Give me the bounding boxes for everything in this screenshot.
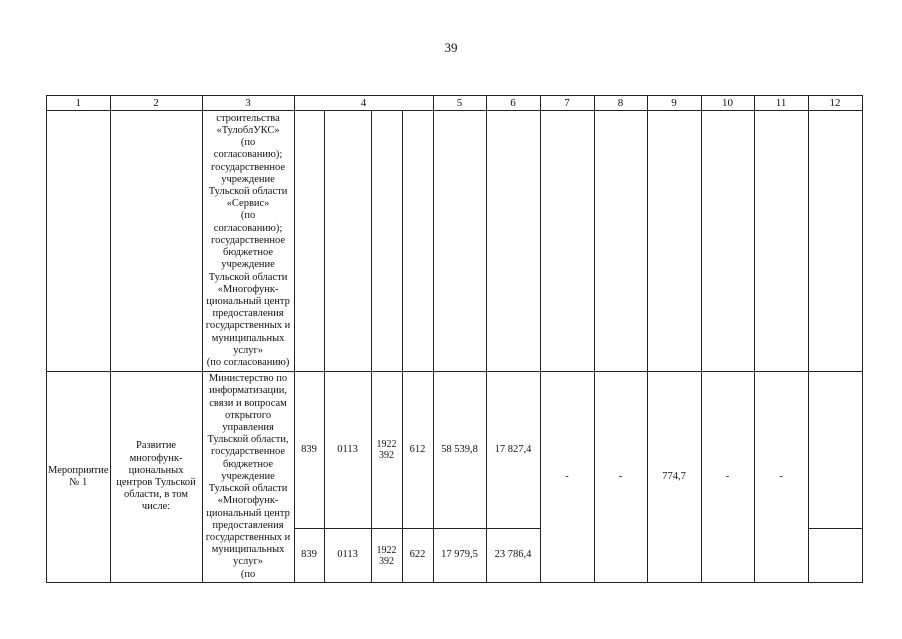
header-cell: 4 [294, 96, 433, 111]
table-cell [647, 111, 701, 372]
measure-name: Развитие многофунк-циональных центров Тульской области, в том числе: [110, 372, 202, 583]
page-number: 39 [444, 40, 458, 55]
header-cell: 5 [433, 96, 486, 111]
table-row [47, 372, 863, 529]
value-cell: 17 979,5 [433, 529, 486, 583]
value-cell: 17 827,4 [486, 372, 540, 529]
value-cell: - [754, 372, 808, 583]
header-cell: 12 [808, 96, 862, 111]
table-cell [110, 111, 202, 372]
table-cell [371, 111, 402, 372]
rz-cell: 0113 [324, 529, 371, 583]
csr-cell: 1922 392 [371, 372, 402, 529]
table-cell [594, 111, 647, 372]
table-row [47, 111, 863, 372]
table-cell [808, 372, 862, 529]
table-cell [540, 111, 594, 372]
table-cell [754, 111, 808, 372]
header-cell: 3 [202, 96, 294, 111]
table-cell [433, 111, 486, 372]
agency-cell: строительства «ТулоблУКС» (по согласованию); государственное учреждение Тульской области «Сервис» (по согласованию); государственное бюджетное учреждение Тульской области «Многофунк- циональный центр предоставления государственных и муниципальных услуг» (по согласованию) [202, 111, 294, 372]
table-cell [294, 111, 324, 372]
table-cell [701, 111, 754, 372]
header-cell: 7 [540, 96, 594, 111]
header-row [47, 96, 863, 111]
table-cell [324, 111, 371, 372]
measure-label: Мероприятие № 1 [47, 372, 111, 583]
table-cell [808, 111, 862, 372]
value-cell: 774,7 [647, 372, 701, 583]
csr-cell: 1922 392 [371, 529, 402, 583]
agency-cell: Министерство по информатизации, связи и вопросам открытого управления Тульской области, государственное бюджетное учреждение Тульской области «Многофунк- циональный центр предоставления государственных и муниципальных услуг» (по [202, 372, 294, 583]
table-cell [47, 111, 111, 372]
header-cell: 8 [594, 96, 647, 111]
rz-cell: 0113 [324, 372, 371, 529]
vr-cell: 612 [402, 372, 433, 529]
budget-table [46, 95, 863, 583]
table-cell [402, 111, 433, 372]
value-cell: 23 786,4 [486, 529, 540, 583]
value-cell: 58 539,8 [433, 372, 486, 529]
value-cell: - [594, 372, 647, 583]
header-cell: 11 [754, 96, 808, 111]
table-cell [808, 529, 862, 583]
header-cell: 9 [647, 96, 701, 111]
header-cell: 10 [701, 96, 754, 111]
table-cell [486, 111, 540, 372]
header-cell: 2 [110, 96, 202, 111]
grbs-cell: 839 [294, 529, 324, 583]
header-cell: 6 [486, 96, 540, 111]
value-cell: - [540, 372, 594, 583]
value-cell: - [701, 372, 754, 583]
header-cell: 1 [47, 96, 111, 111]
grbs-cell: 839 [294, 372, 324, 529]
vr-cell: 622 [402, 529, 433, 583]
